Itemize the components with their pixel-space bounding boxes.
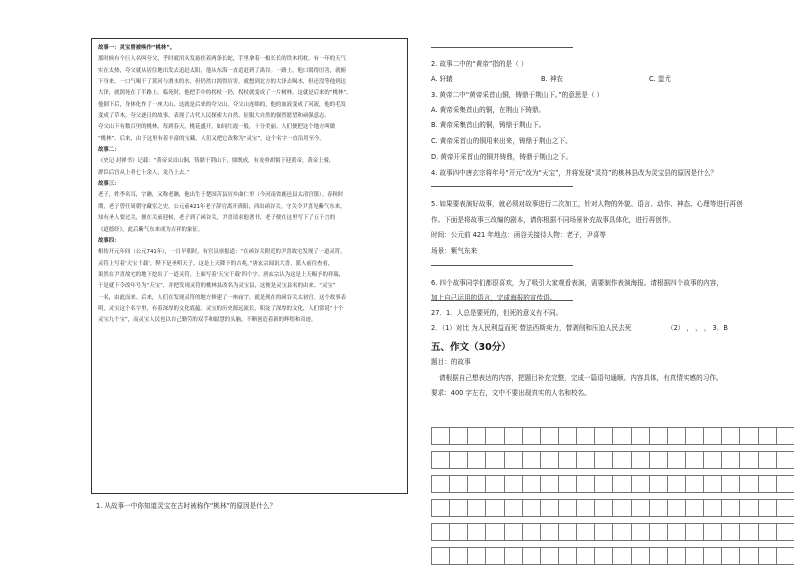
answer-3: （2） ， ， ， 3．B <box>667 324 728 332</box>
answer-27: 27．1．人总是要死的，但死的意义有不同。 <box>431 309 563 317</box>
composition-instruction: 请根据自己想表达的内容，把题目补充完整，完成一篇语句通顺、内容具体，有真情实感的习作。 <box>439 374 723 382</box>
grid-cell[interactable] <box>505 428 523 445</box>
passage-line: 相传开元年间（公元741年），一日早朝时，有官员禀报道：“在函谷关附近的尹喜故宅发现了一道灵符， <box>98 249 346 256</box>
grid-cell[interactable] <box>523 548 541 565</box>
q5-scene: 场景：紫气东来 <box>431 247 478 255</box>
grid-cell[interactable] <box>632 500 650 517</box>
grid-cell[interactable] <box>777 548 794 565</box>
grid-cell[interactable] <box>704 500 722 517</box>
composition-requirement: 要求：400 字左右，文中不要出现真实的人名和校名。 <box>431 389 591 397</box>
grid-cell[interactable] <box>686 476 704 493</box>
grid-cell[interactable] <box>668 548 686 565</box>
q3-option-a: A. 黄帝采集首山的铜，在荆山下铸鼎。 <box>431 106 546 114</box>
composition-writing-grid[interactable] <box>431 427 794 565</box>
grid-cell[interactable] <box>468 428 486 445</box>
grid-cell[interactable] <box>505 452 523 469</box>
grid-cell[interactable] <box>632 524 650 541</box>
passage-line: 灵符上写着‘天宝千载’，陛下是圣明天子，这是上天降下的吉兆。”唐玄宗闻讯大喜，派人前往查看， <box>98 260 334 267</box>
grid-cell[interactable] <box>595 452 613 469</box>
grid-cell[interactable] <box>450 548 468 565</box>
grid-cell[interactable] <box>577 500 595 517</box>
grid-cell[interactable] <box>432 452 450 469</box>
grid-cell[interactable] <box>559 500 577 517</box>
grid-cell[interactable] <box>432 476 450 493</box>
grid-cell[interactable] <box>704 428 722 445</box>
grid-cell[interactable] <box>432 500 450 517</box>
answer-line <box>431 265 573 266</box>
grid-cell[interactable] <box>577 548 595 565</box>
grid-cell[interactable] <box>632 548 650 565</box>
grid-cell[interactable] <box>668 428 686 445</box>
question-1: 1. 从故事一中你知道灵宝在古时被称作“桃林”的原因是什么？ <box>96 502 277 510</box>
grid-cell[interactable] <box>468 500 486 517</box>
grid-cell[interactable] <box>613 500 631 517</box>
passage-line: 群臣后宫从上者七十余人，龙乃上去。” <box>98 169 190 176</box>
passage-line: 故事二： <box>98 147 120 154</box>
grid-cell[interactable] <box>577 452 595 469</box>
grid-cell[interactable] <box>740 548 758 565</box>
grid-cell[interactable] <box>722 548 740 565</box>
reading-passage-box <box>91 38 408 494</box>
grid-cell[interactable] <box>722 500 740 517</box>
grid-cell[interactable] <box>668 476 686 493</box>
grid-cell[interactable] <box>595 428 613 445</box>
grid-cell[interactable] <box>650 548 668 565</box>
grid-cell[interactable] <box>740 428 758 445</box>
grid-cell[interactable] <box>577 476 595 493</box>
grid-cell[interactable] <box>740 500 758 517</box>
question-6-cont: 加上自己运用的语言，完成海报的宣传语。 <box>431 294 557 302</box>
grid-cell[interactable] <box>577 428 595 445</box>
q2-option-b: B. 神农 <box>541 75 563 83</box>
grid-cell[interactable] <box>432 524 450 541</box>
question-5-cont: 作。下面是将故事三改编的剧本，请你根据不同场景补充故事具体化，进行再创作。 <box>431 216 675 224</box>
question-3: 3. 黄帝二中“黄帝采首山铜，铸鼎于荆山下。”的意思是（ ） <box>431 91 604 99</box>
grid-cell[interactable] <box>595 524 613 541</box>
grid-cell[interactable] <box>722 428 740 445</box>
grid-row <box>431 427 794 445</box>
grid-cell[interactable] <box>432 548 450 565</box>
grid-cell[interactable] <box>541 476 559 493</box>
grid-cell[interactable] <box>432 428 450 445</box>
grid-cell[interactable] <box>595 548 613 565</box>
passage-line: 一名，由此而来。后来，人们在发现灵符的地方修建了一座庙宇，就是现在的函谷关太初宫。这个故事表 <box>98 294 346 301</box>
passage-line: 知有圣人要过关，便在关前迎候，老子到了函谷关，尹喜请求他著书，老子便在这里写下了五千言的 <box>98 215 336 222</box>
grid-cell[interactable] <box>486 428 504 445</box>
grid-cell[interactable] <box>704 452 722 469</box>
grid-cell[interactable] <box>505 476 523 493</box>
grid-cell[interactable] <box>668 452 686 469</box>
grid-cell[interactable] <box>523 500 541 517</box>
grid-cell[interactable] <box>577 524 595 541</box>
composition-title: 题目：的故事 <box>431 358 471 366</box>
grid-cell[interactable] <box>632 476 650 493</box>
grid-cell[interactable] <box>559 452 577 469</box>
grid-cell[interactable] <box>650 452 668 469</box>
grid-cell[interactable] <box>740 524 758 541</box>
grid-cell[interactable] <box>541 428 559 445</box>
grid-cell[interactable] <box>541 500 559 517</box>
grid-cell[interactable] <box>486 524 504 541</box>
answer-line <box>431 47 573 48</box>
grid-cell[interactable] <box>541 524 559 541</box>
grid-cell[interactable] <box>650 500 668 517</box>
grid-cell[interactable] <box>759 500 777 517</box>
passage-line: 夸父山下有数百里的桃林，每到春天，桃花盛开，如同红霞一般，十分美丽。人们便把这个地方叫做 <box>98 124 336 131</box>
grid-cell[interactable] <box>450 428 468 445</box>
grid-cell[interactable] <box>559 524 577 541</box>
grid-cell[interactable] <box>704 524 722 541</box>
grid-row <box>431 475 794 493</box>
grid-row <box>431 451 794 469</box>
passage-line: 故事一：灵宝曾被唤作“桃林”。 <box>98 45 176 51</box>
grid-cell[interactable] <box>486 500 504 517</box>
grid-cell[interactable] <box>486 452 504 469</box>
grid-cell[interactable] <box>759 548 777 565</box>
section-title-composition: 五、作文（30分） <box>431 342 511 353</box>
grid-cell[interactable] <box>523 476 541 493</box>
grid-row <box>431 523 794 541</box>
grid-cell[interactable] <box>686 500 704 517</box>
grid-cell[interactable] <box>505 548 523 565</box>
grid-cell[interactable] <box>541 452 559 469</box>
grid-cell[interactable] <box>686 452 704 469</box>
q3-option-c: C. 黄帝采首山的铜用来出来，铸鼎于荆山之下。 <box>431 137 572 145</box>
grid-cell[interactable] <box>559 428 577 445</box>
grid-cell[interactable] <box>759 452 777 469</box>
grid-cell[interactable] <box>541 548 559 565</box>
answer-line <box>431 300 573 301</box>
grid-cell[interactable] <box>704 476 722 493</box>
q3-option-b: B. 黄帝采集首山的铜，铸鼎于荆山下。 <box>431 121 546 129</box>
grid-cell[interactable] <box>450 500 468 517</box>
grid-cell[interactable] <box>650 476 668 493</box>
grid-cell[interactable] <box>505 500 523 517</box>
grid-cell[interactable] <box>759 476 777 493</box>
answer-2: 2．（1）对比 为人民利益而死 替法西斯卖力，替剥削和压迫人民去死 <box>431 324 632 332</box>
passage-line: 老子，姓李名耳，字聃，又称老聃，他出生于楚国苦县厉乡曲仁里（今河南省鹿邑县太清宫镇）。春秋时 <box>98 192 344 199</box>
grid-cell[interactable] <box>668 524 686 541</box>
grid-cell[interactable] <box>450 476 468 493</box>
passage-line: 他倒下后，身体化作了一座大山，这就是后来的夸父山。夸父山连绵的，他的血液变成了河流，他的毛发 <box>98 101 346 108</box>
grid-cell[interactable] <box>523 428 541 445</box>
grid-cell[interactable] <box>777 428 794 445</box>
question-2: 2. 故事二中的“黄帝”指的是（ ） <box>431 60 528 68</box>
passage-line: 故事四： <box>98 237 120 244</box>
question-6: 6. 四个故事同学们都很喜欢，为了吸引大家观看表演，需要制作表演海报。请根据四个故事的内容， <box>431 279 723 287</box>
grid-cell[interactable] <box>613 524 631 541</box>
grid-cell[interactable] <box>595 500 613 517</box>
grid-cell[interactable] <box>686 548 704 565</box>
grid-cell[interactable] <box>740 476 758 493</box>
grid-cell[interactable] <box>468 476 486 493</box>
grid-cell[interactable] <box>777 500 794 517</box>
grid-cell[interactable] <box>632 428 650 445</box>
passage-line: 《史记·封禅书》记载：“黄帝采首山铜，铸鼎于荆山下，鼎既成，有龙垂胡髯下迎黄帝，黄帝上骑， <box>98 158 335 165</box>
grid-cell[interactable] <box>668 500 686 517</box>
passage-line: “桃林”。后来，由于这里有着丰富的宝藏，人们又把它改称为“灵宝”，这个名字一直沿用至今。 <box>98 135 325 142</box>
right-column <box>431 38 794 558</box>
grid-cell[interactable] <box>740 452 758 469</box>
q2-option-c: C. 蚩尤 <box>649 75 671 83</box>
grid-cell[interactable] <box>777 452 794 469</box>
grid-cell[interactable] <box>450 524 468 541</box>
grid-cell[interactable] <box>486 548 504 565</box>
passage-line: 明，灵宝这个名字里，有着深厚的文化底蕴。灵宝的历史源远流长，积淀了深厚的文化，人们常说“十个 <box>98 305 344 312</box>
grid-cell[interactable] <box>613 428 631 445</box>
grid-cell[interactable] <box>523 524 541 541</box>
grid-row <box>431 547 794 565</box>
grid-cell[interactable] <box>650 524 668 541</box>
passage-line: 于是就下令改年号为“天宝”，并把发现灵符的桃林县改名为灵宝县，这便是灵宝县名的由来。“灵宝” <box>98 283 336 290</box>
grid-cell[interactable] <box>759 428 777 445</box>
grid-cell[interactable] <box>759 524 777 541</box>
grid-cell[interactable] <box>632 452 650 469</box>
grid-cell[interactable] <box>486 476 504 493</box>
grid-cell[interactable] <box>650 428 668 445</box>
grid-cell[interactable] <box>613 452 631 469</box>
grid-cell[interactable] <box>722 524 740 541</box>
question-4: 4. 故事四中唐玄宗将年号“开元”改为“天宝”，并将发现“灵符”的桃林县改为灵宝县的原因是什么？ <box>431 169 718 177</box>
grid-cell[interactable] <box>505 524 523 541</box>
grid-cell[interactable] <box>613 548 631 565</box>
grid-cell[interactable] <box>686 524 704 541</box>
q5-time-place: 时间：公元前 421 年地点：函谷关接待人物：老子，尹喜等 <box>431 231 607 239</box>
q3-option-d: D. 黄帝开采首山的铜并铸鼎，铸鼎于荆山之下。 <box>431 153 573 161</box>
grid-cell[interactable] <box>595 476 613 493</box>
passage-line: 下身来，一口气喝干了黄河与渭水的水，但仍然口渴得厉害，就想到北方的大泽去喝水，但还没等他到达 <box>98 79 346 86</box>
passage-line: 故事三： <box>98 181 120 188</box>
grid-cell[interactable] <box>468 452 486 469</box>
grid-row <box>431 499 794 517</box>
grid-cell[interactable] <box>777 524 794 541</box>
grid-cell[interactable] <box>686 428 704 445</box>
grid-cell[interactable] <box>523 452 541 469</box>
q2-option-a: A. 轩辕 <box>431 75 453 83</box>
answer-line <box>431 186 573 187</box>
grid-cell[interactable] <box>722 476 740 493</box>
passage-line: 那时候有个巨人名叫夸父，乎时就用头发悬挂着两条长蛇，手里拿着一根长长的铁木拐杖。有一年的天气 <box>98 56 346 63</box>
passage-line: 变成了草木。夸父逐日的故事，表现了古代人民探索大自然、征服大自然的强烈愿望和顽强意志。 <box>98 113 330 120</box>
passage-line: 实在太热，夸父就从居住地出发去追赶太阳，他从东海一直追赶到了禺谷。一路上，他口渴得厉害，就俯 <box>98 67 346 74</box>
grid-cell[interactable] <box>559 548 577 565</box>
grid-cell[interactable] <box>559 476 577 493</box>
question-5: 5. 如果要表演好故事，就必须对故事进行二次加工，针对人物的外貌、语言、动作、神态、心理等进行再创 <box>431 200 743 208</box>
grid-cell[interactable] <box>468 524 486 541</box>
passage-line: 《道德经》，此后紫气东来成为吉祥的象征。 <box>98 226 204 233</box>
grid-cell[interactable] <box>450 452 468 469</box>
passage-line: 期，老子曾任周朝守藏室之史，公元前421年老子辞官离开洛阳，西出函谷关。守关令尹喜见紫气东来， <box>98 203 346 210</box>
passage-line: 大泽，就渴死在了半路上。临死时，他把手中的拐杖一扔，拐杖就变成了一片树林，这就是后来的“桃林”。 <box>98 90 352 97</box>
grid-cell[interactable] <box>704 548 722 565</box>
passage-line: 果然在尹喜故宅的地下挖出了一道灵符，上面写着‘天宝千载’四个字。唐玄宗认为这是上天赐予的祥瑞， <box>98 271 345 278</box>
grid-cell[interactable] <box>722 452 740 469</box>
passage-line: 灵宝九个宝”，而灵宝人民也以自己勤劳的双手和聪慧的头脑，不断创造着新的辉煌和奇迹。 <box>98 317 317 324</box>
grid-cell[interactable] <box>468 548 486 565</box>
grid-cell[interactable] <box>777 476 794 493</box>
grid-cell[interactable] <box>613 476 631 493</box>
